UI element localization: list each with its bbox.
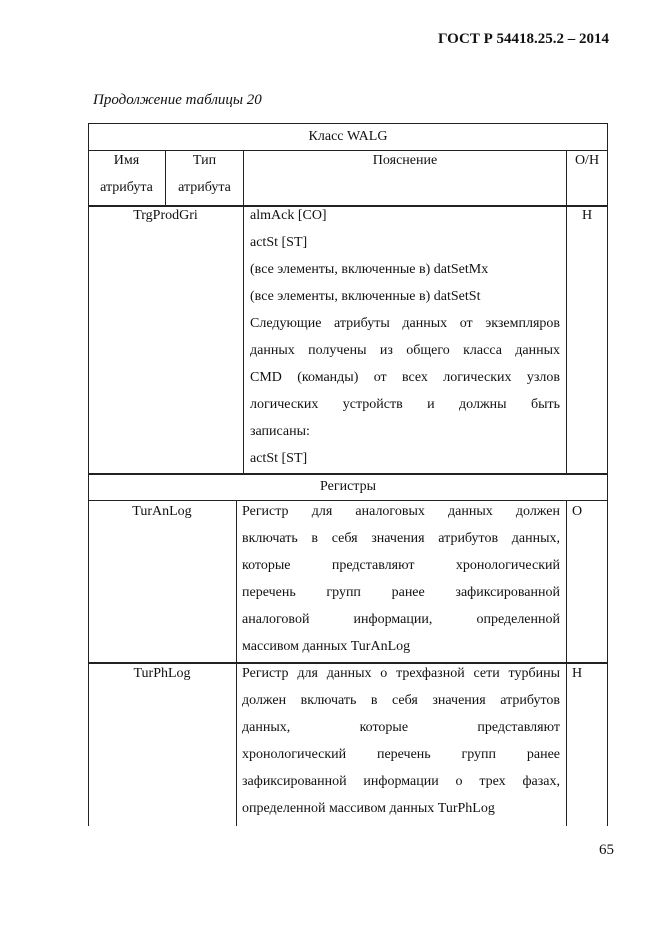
document-header: ГОСТ Р 54418.25.2 – 2014 xyxy=(437,31,609,47)
om-turanlog: О xyxy=(572,504,583,519)
col-header-om: О/Н xyxy=(574,153,600,168)
description-turanlog: Регистр для аналоговых данных должен включать в себя значения атрибутов данных, которые представляют хронологический перечень групп ранее зафиксированной аналоговой информации, определенной массивом данных TurAnLog xyxy=(242,504,560,654)
description-trgprodgri: almAck [CO] actSt [ST] (все элементы, включенные в) datSetMx (все элементы, включенные в) datSetSt Следующие атрибуты данных от экземпляров данных получены из общего класса данных CMD (команды) от всех логических узлов логических устройств и должны быть записаны: actSt [ST] xyxy=(250,208,560,466)
col-header-type: Тип атрибута xyxy=(178,153,231,195)
description-turphlog: Регистр для данных о трехфазной сети турбины должен включать в себя значения атрибутов данных, которые представляют хронологический перечень групп ранее зафиксированной информации о трех фазах, определенной массивом данных TurPhLog xyxy=(242,666,560,816)
col-header-description: Пояснение xyxy=(372,153,438,168)
attr-name-trgprodgri: TrgProdGri xyxy=(133,208,198,223)
page-number: 65 xyxy=(599,842,614,858)
om-turphlog: Н xyxy=(572,666,583,681)
col-header-name: Имя атрибута xyxy=(100,153,153,195)
table-continuation-caption: Продолжение таблицы 20 xyxy=(93,92,262,108)
om-trgprodgri: Н xyxy=(581,208,593,223)
attr-name-turphlog: TurPhLog xyxy=(133,666,191,681)
attr-name-turanlog: TurAnLog xyxy=(132,504,192,519)
class-title: Класс WALG xyxy=(308,129,388,144)
section-registers: Регистры xyxy=(320,479,376,494)
